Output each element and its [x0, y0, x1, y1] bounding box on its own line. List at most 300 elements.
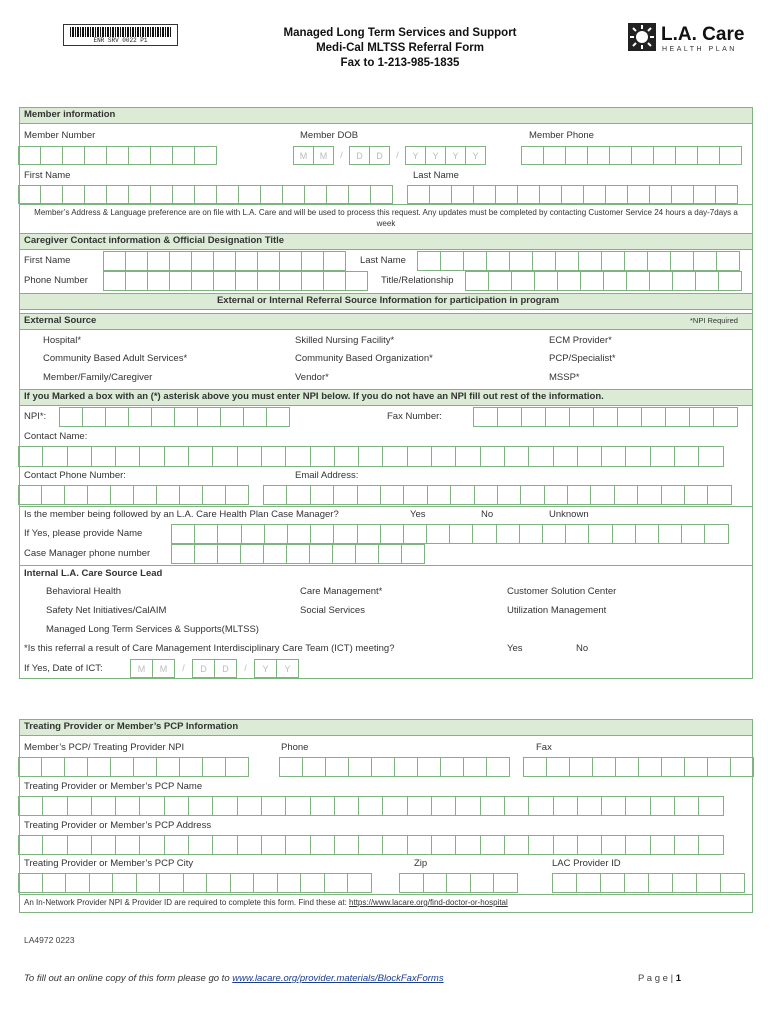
char-box[interactable]	[719, 146, 742, 165]
char-box[interactable]	[164, 446, 189, 467]
char-box[interactable]	[480, 796, 505, 816]
char-box[interactable]	[240, 544, 264, 564]
char-box[interactable]	[650, 446, 675, 467]
char-box[interactable]	[179, 757, 203, 777]
provider-name-boxes[interactable]	[19, 796, 724, 816]
block-fax-forms-link[interactable]: www.lacare.org/provider.materials/BlockFaxForms	[232, 973, 444, 984]
char-box[interactable]	[40, 185, 63, 204]
char-box[interactable]	[213, 271, 236, 291]
option-vendor[interactable]: Vendor*	[295, 372, 329, 383]
char-box[interactable]	[238, 185, 261, 204]
char-box[interactable]	[455, 835, 480, 855]
char-box[interactable]	[310, 835, 335, 855]
char-box[interactable]	[41, 757, 65, 777]
char-box[interactable]: /	[340, 150, 343, 160]
char-box[interactable]	[42, 796, 67, 816]
char-box[interactable]	[638, 757, 662, 777]
char-box[interactable]	[407, 446, 432, 467]
char-box[interactable]	[704, 524, 728, 544]
char-box[interactable]	[133, 485, 157, 505]
option-mssp[interactable]: MSSP*	[549, 372, 580, 383]
char-box[interactable]	[164, 796, 189, 816]
char-box[interactable]	[553, 835, 578, 855]
char-box[interactable]	[590, 485, 614, 505]
provider-zip-boxes[interactable]	[400, 873, 518, 893]
char-box[interactable]	[429, 185, 452, 204]
char-box[interactable]	[84, 185, 107, 204]
char-box[interactable]	[681, 524, 705, 544]
char-box[interactable]	[697, 146, 720, 165]
char-box[interactable]	[286, 485, 310, 505]
char-box[interactable]	[277, 873, 302, 893]
char-box[interactable]	[202, 757, 226, 777]
char-box[interactable]	[112, 873, 137, 893]
char-box[interactable]	[261, 796, 286, 816]
char-box[interactable]	[128, 146, 151, 165]
char-box[interactable]	[87, 757, 111, 777]
char-box[interactable]	[106, 185, 129, 204]
char-box[interactable]	[264, 524, 288, 544]
char-box[interactable]	[358, 796, 383, 816]
char-box[interactable]	[371, 757, 395, 777]
char-box[interactable]	[237, 446, 262, 467]
case-manager-phone-boxes[interactable]	[172, 544, 425, 564]
char-box[interactable]	[716, 251, 740, 271]
char-box[interactable]	[577, 835, 602, 855]
char-box[interactable]	[212, 446, 237, 467]
char-box[interactable]	[84, 146, 107, 165]
option-customer-solution[interactable]: Customer Solution Center	[507, 586, 617, 597]
char-box[interactable]	[243, 407, 267, 427]
option-social-services[interactable]: Social Services	[300, 605, 365, 616]
char-box[interactable]	[324, 873, 349, 893]
option-cbo[interactable]: Community Based Organization*	[295, 353, 433, 364]
ict-yes[interactable]: Yes	[507, 643, 523, 654]
char-box[interactable]	[310, 446, 335, 467]
char-box[interactable]	[241, 524, 265, 544]
char-box[interactable]	[696, 873, 721, 893]
char-box[interactable]	[225, 757, 249, 777]
char-box[interactable]	[577, 796, 602, 816]
char-box[interactable]	[171, 524, 195, 544]
char-box[interactable]	[565, 146, 588, 165]
char-box[interactable]	[18, 757, 42, 777]
char-box[interactable]	[684, 485, 708, 505]
char-box[interactable]	[147, 271, 170, 291]
char-box[interactable]: /	[244, 663, 247, 673]
char-box[interactable]	[693, 185, 716, 204]
char-box[interactable]	[91, 446, 116, 467]
char-box[interactable]	[302, 757, 326, 777]
char-box[interactable]	[601, 251, 625, 271]
char-box[interactable]	[519, 524, 543, 544]
char-box[interactable]	[358, 835, 383, 855]
char-box[interactable]	[285, 796, 310, 816]
char-box[interactable]	[212, 835, 237, 855]
char-box[interactable]	[624, 251, 648, 271]
char-box[interactable]	[333, 485, 357, 505]
char-box[interactable]: M	[293, 146, 314, 165]
char-box[interactable]	[257, 271, 280, 291]
char-box[interactable]	[263, 544, 287, 564]
provider-city-boxes[interactable]	[19, 873, 372, 893]
char-box[interactable]	[285, 835, 310, 855]
char-box[interactable]	[257, 251, 280, 271]
char-box[interactable]	[150, 146, 173, 165]
char-box[interactable]	[115, 796, 140, 816]
char-box[interactable]	[693, 251, 717, 271]
ict-no[interactable]: No	[576, 643, 589, 654]
char-box[interactable]	[230, 873, 255, 893]
char-box[interactable]	[600, 873, 625, 893]
char-box[interactable]	[567, 485, 591, 505]
char-box[interactable]	[593, 407, 618, 427]
char-box[interactable]	[451, 185, 474, 204]
char-box[interactable]	[378, 544, 402, 564]
char-box[interactable]	[627, 185, 650, 204]
char-box[interactable]	[399, 873, 424, 893]
char-box[interactable]	[382, 796, 407, 816]
char-box[interactable]	[279, 271, 302, 291]
provider-phone-boxes[interactable]	[280, 757, 510, 777]
char-box[interactable]	[528, 796, 553, 816]
char-box[interactable]	[64, 485, 88, 505]
char-box[interactable]	[202, 485, 226, 505]
char-box[interactable]	[670, 251, 694, 271]
char-box[interactable]	[133, 757, 157, 777]
char-box[interactable]	[661, 757, 685, 777]
caregiver-title-boxes[interactable]	[466, 271, 742, 291]
char-box[interactable]	[601, 796, 626, 816]
char-box[interactable]	[650, 835, 675, 855]
option-pcp-specialist[interactable]: PCP/Specialist*	[549, 353, 616, 364]
char-box[interactable]	[715, 185, 738, 204]
char-box[interactable]	[125, 251, 148, 271]
char-box[interactable]	[661, 485, 685, 505]
char-box[interactable]	[348, 757, 372, 777]
char-box[interactable]	[382, 446, 407, 467]
char-box[interactable]	[569, 407, 594, 427]
char-box[interactable]	[588, 524, 612, 544]
char-box[interactable]: Y	[465, 146, 486, 165]
char-box[interactable]	[235, 271, 258, 291]
char-box[interactable]: Y	[405, 146, 426, 165]
char-box[interactable]	[665, 407, 690, 427]
char-box[interactable]	[266, 407, 290, 427]
char-box[interactable]	[493, 873, 518, 893]
char-box[interactable]	[42, 873, 67, 893]
char-box[interactable]	[631, 146, 654, 165]
char-box[interactable]	[263, 485, 287, 505]
char-box[interactable]	[191, 271, 214, 291]
char-box[interactable]	[557, 271, 581, 291]
char-box[interactable]	[544, 485, 568, 505]
char-box[interactable]	[470, 873, 495, 893]
caregiver-phone-boxes[interactable]	[104, 271, 368, 291]
option-ecm-provider[interactable]: ECM Provider*	[549, 335, 612, 346]
char-box[interactable]	[156, 485, 180, 505]
contact-name-boxes[interactable]	[19, 446, 724, 467]
member-phone-boxes[interactable]	[522, 146, 742, 165]
char-box[interactable]	[674, 446, 699, 467]
char-box[interactable]	[279, 757, 303, 777]
char-box[interactable]	[105, 407, 129, 427]
char-box[interactable]	[370, 185, 393, 204]
char-box[interactable]	[310, 485, 334, 505]
char-box[interactable]	[486, 757, 510, 777]
char-box[interactable]	[624, 873, 649, 893]
char-box[interactable]	[235, 251, 258, 271]
char-box[interactable]	[707, 485, 731, 505]
char-box[interactable]	[523, 757, 547, 777]
char-box[interactable]	[139, 796, 164, 816]
char-box[interactable]	[545, 407, 570, 427]
char-box[interactable]	[480, 446, 505, 467]
char-box[interactable]: M	[313, 146, 334, 165]
char-box[interactable]	[565, 524, 589, 544]
char-box[interactable]	[601, 835, 626, 855]
char-box[interactable]	[357, 485, 381, 505]
char-box[interactable]	[59, 407, 83, 427]
char-box[interactable]	[440, 757, 464, 777]
char-box[interactable]	[18, 446, 43, 467]
char-box[interactable]	[431, 446, 456, 467]
char-box[interactable]	[497, 407, 522, 427]
char-box[interactable]	[641, 407, 666, 427]
char-box[interactable]	[357, 524, 381, 544]
char-box[interactable]	[672, 873, 697, 893]
char-box[interactable]: Y	[254, 659, 277, 678]
char-box[interactable]	[543, 146, 566, 165]
char-box[interactable]	[67, 796, 92, 816]
char-box[interactable]	[285, 446, 310, 467]
char-box[interactable]	[67, 835, 92, 855]
char-box[interactable]	[333, 524, 357, 544]
char-box[interactable]	[504, 835, 529, 855]
char-box[interactable]	[115, 835, 140, 855]
char-box[interactable]	[171, 544, 195, 564]
char-box[interactable]	[197, 407, 221, 427]
char-box[interactable]	[220, 407, 244, 427]
char-box[interactable]	[625, 446, 650, 467]
char-box[interactable]	[649, 185, 672, 204]
char-box[interactable]	[110, 757, 134, 777]
char-box[interactable]	[455, 796, 480, 816]
char-box[interactable]	[587, 146, 610, 165]
char-box[interactable]	[216, 185, 239, 204]
char-box[interactable]: D	[349, 146, 370, 165]
char-box[interactable]	[212, 796, 237, 816]
provider-npi-boxes[interactable]	[19, 757, 249, 777]
char-box[interactable]	[169, 251, 192, 271]
provider-address-boxes[interactable]	[19, 835, 724, 855]
char-box[interactable]	[455, 446, 480, 467]
char-box[interactable]	[675, 146, 698, 165]
lac-provider-id-boxes[interactable]	[553, 873, 745, 893]
char-box[interactable]	[577, 446, 602, 467]
char-box[interactable]	[194, 146, 217, 165]
char-box[interactable]	[649, 271, 673, 291]
char-box[interactable]	[183, 873, 208, 893]
char-box[interactable]	[650, 796, 675, 816]
case-manager-yes[interactable]: Yes	[410, 509, 426, 520]
char-box[interactable]	[473, 185, 496, 204]
option-behavioral-health[interactable]: Behavioral Health	[46, 586, 121, 597]
char-box[interactable]	[583, 185, 606, 204]
contact-phone-boxes[interactable]	[19, 485, 249, 505]
char-box[interactable]	[426, 524, 450, 544]
char-box[interactable]	[151, 407, 175, 427]
char-box[interactable]	[323, 271, 346, 291]
char-box[interactable]	[612, 524, 636, 544]
char-box[interactable]	[674, 796, 699, 816]
char-box[interactable]	[172, 146, 195, 165]
option-mltss[interactable]: Managed Long Term Services & Supports(MLTSS)	[46, 624, 259, 635]
char-box[interactable]	[334, 446, 359, 467]
char-box[interactable]	[520, 485, 544, 505]
char-box[interactable]	[355, 544, 379, 564]
npi-boxes[interactable]	[60, 407, 290, 427]
caregiver-last-name-boxes[interactable]	[418, 251, 740, 271]
char-box[interactable]	[279, 251, 302, 271]
option-skilled-nursing[interactable]: Skilled Nursing Facility*	[295, 335, 395, 346]
char-box[interactable]	[128, 185, 151, 204]
char-box[interactable]	[465, 271, 489, 291]
char-box[interactable]	[62, 146, 85, 165]
char-box[interactable]	[326, 185, 349, 204]
char-box[interactable]	[403, 524, 427, 544]
char-box[interactable]	[18, 146, 41, 165]
char-box[interactable]	[194, 185, 217, 204]
char-box[interactable]	[521, 146, 544, 165]
char-box[interactable]	[261, 835, 286, 855]
char-box[interactable]	[304, 185, 327, 204]
char-box[interactable]	[625, 835, 650, 855]
char-box[interactable]	[495, 185, 518, 204]
char-box[interactable]	[334, 835, 359, 855]
char-box[interactable]	[528, 835, 553, 855]
char-box[interactable]	[671, 185, 694, 204]
char-box[interactable]	[407, 185, 430, 204]
char-box[interactable]	[449, 524, 473, 544]
char-box[interactable]	[496, 524, 520, 544]
char-box[interactable]	[67, 446, 92, 467]
char-box[interactable]	[191, 251, 214, 271]
char-box[interactable]	[509, 251, 533, 271]
char-box[interactable]	[237, 796, 262, 816]
char-box[interactable]	[42, 446, 67, 467]
char-box[interactable]	[106, 146, 129, 165]
char-box[interactable]	[463, 251, 487, 271]
char-box[interactable]	[41, 485, 65, 505]
char-box[interactable]	[194, 524, 218, 544]
provider-fax-boxes[interactable]	[524, 757, 754, 777]
char-box[interactable]: D	[192, 659, 215, 678]
char-box[interactable]	[91, 835, 116, 855]
char-box[interactable]	[309, 544, 333, 564]
char-box[interactable]	[169, 271, 192, 291]
char-box[interactable]	[237, 835, 262, 855]
char-box[interactable]	[18, 185, 41, 204]
char-box[interactable]	[440, 251, 464, 271]
char-box[interactable]	[382, 835, 407, 855]
char-box[interactable]	[407, 796, 432, 816]
char-box[interactable]	[174, 407, 198, 427]
char-box[interactable]: /	[396, 150, 399, 160]
char-box[interactable]	[310, 796, 335, 816]
char-box[interactable]	[188, 835, 213, 855]
char-box[interactable]	[698, 796, 723, 816]
char-box[interactable]: D	[214, 659, 237, 678]
char-box[interactable]	[62, 185, 85, 204]
option-care-management[interactable]: Care Management*	[300, 586, 383, 597]
char-box[interactable]	[626, 271, 650, 291]
case-manager-unknown[interactable]: Unknown	[549, 509, 589, 520]
char-box[interactable]	[674, 835, 699, 855]
char-box[interactable]	[139, 446, 164, 467]
char-box[interactable]	[18, 835, 43, 855]
char-box[interactable]	[87, 485, 111, 505]
char-box[interactable]	[115, 446, 140, 467]
char-box[interactable]	[188, 796, 213, 816]
char-box[interactable]: Y	[425, 146, 446, 165]
char-box[interactable]	[179, 485, 203, 505]
char-box[interactable]	[609, 146, 632, 165]
char-box[interactable]	[347, 873, 372, 893]
char-box[interactable]	[334, 796, 359, 816]
char-box[interactable]	[511, 271, 535, 291]
char-box[interactable]	[592, 757, 616, 777]
char-box[interactable]	[542, 524, 566, 544]
char-box[interactable]	[282, 185, 305, 204]
char-box[interactable]	[217, 544, 241, 564]
char-box[interactable]	[504, 446, 529, 467]
char-box[interactable]	[301, 251, 324, 271]
char-box[interactable]	[539, 185, 562, 204]
char-box[interactable]	[707, 757, 731, 777]
option-utilization-mgmt[interactable]: Utilization Management	[507, 605, 607, 616]
char-box[interactable]	[65, 873, 90, 893]
char-box[interactable]	[488, 271, 512, 291]
char-box[interactable]	[689, 407, 714, 427]
char-box[interactable]	[431, 835, 456, 855]
char-box[interactable]	[578, 251, 602, 271]
char-box[interactable]	[698, 835, 723, 855]
char-box[interactable]	[103, 251, 126, 271]
char-box[interactable]	[431, 796, 456, 816]
char-box[interactable]	[128, 407, 152, 427]
char-box[interactable]	[401, 544, 425, 564]
char-box[interactable]	[713, 407, 738, 427]
fax-boxes[interactable]	[474, 407, 738, 427]
char-box[interactable]	[614, 485, 638, 505]
char-box[interactable]	[635, 524, 659, 544]
char-box[interactable]	[18, 796, 43, 816]
char-box[interactable]	[260, 185, 283, 204]
char-box[interactable]	[136, 873, 161, 893]
char-box[interactable]	[380, 524, 404, 544]
char-box[interactable]	[417, 757, 441, 777]
char-box[interactable]	[486, 251, 510, 271]
option-safety-net[interactable]: Safety Net Initiatives/CalAIM	[46, 605, 167, 616]
char-box[interactable]	[82, 407, 106, 427]
char-box[interactable]	[125, 271, 148, 291]
char-box[interactable]	[110, 485, 134, 505]
char-box[interactable]	[159, 873, 184, 893]
char-box[interactable]	[605, 185, 628, 204]
char-box[interactable]	[730, 757, 754, 777]
char-box[interactable]	[194, 544, 218, 564]
